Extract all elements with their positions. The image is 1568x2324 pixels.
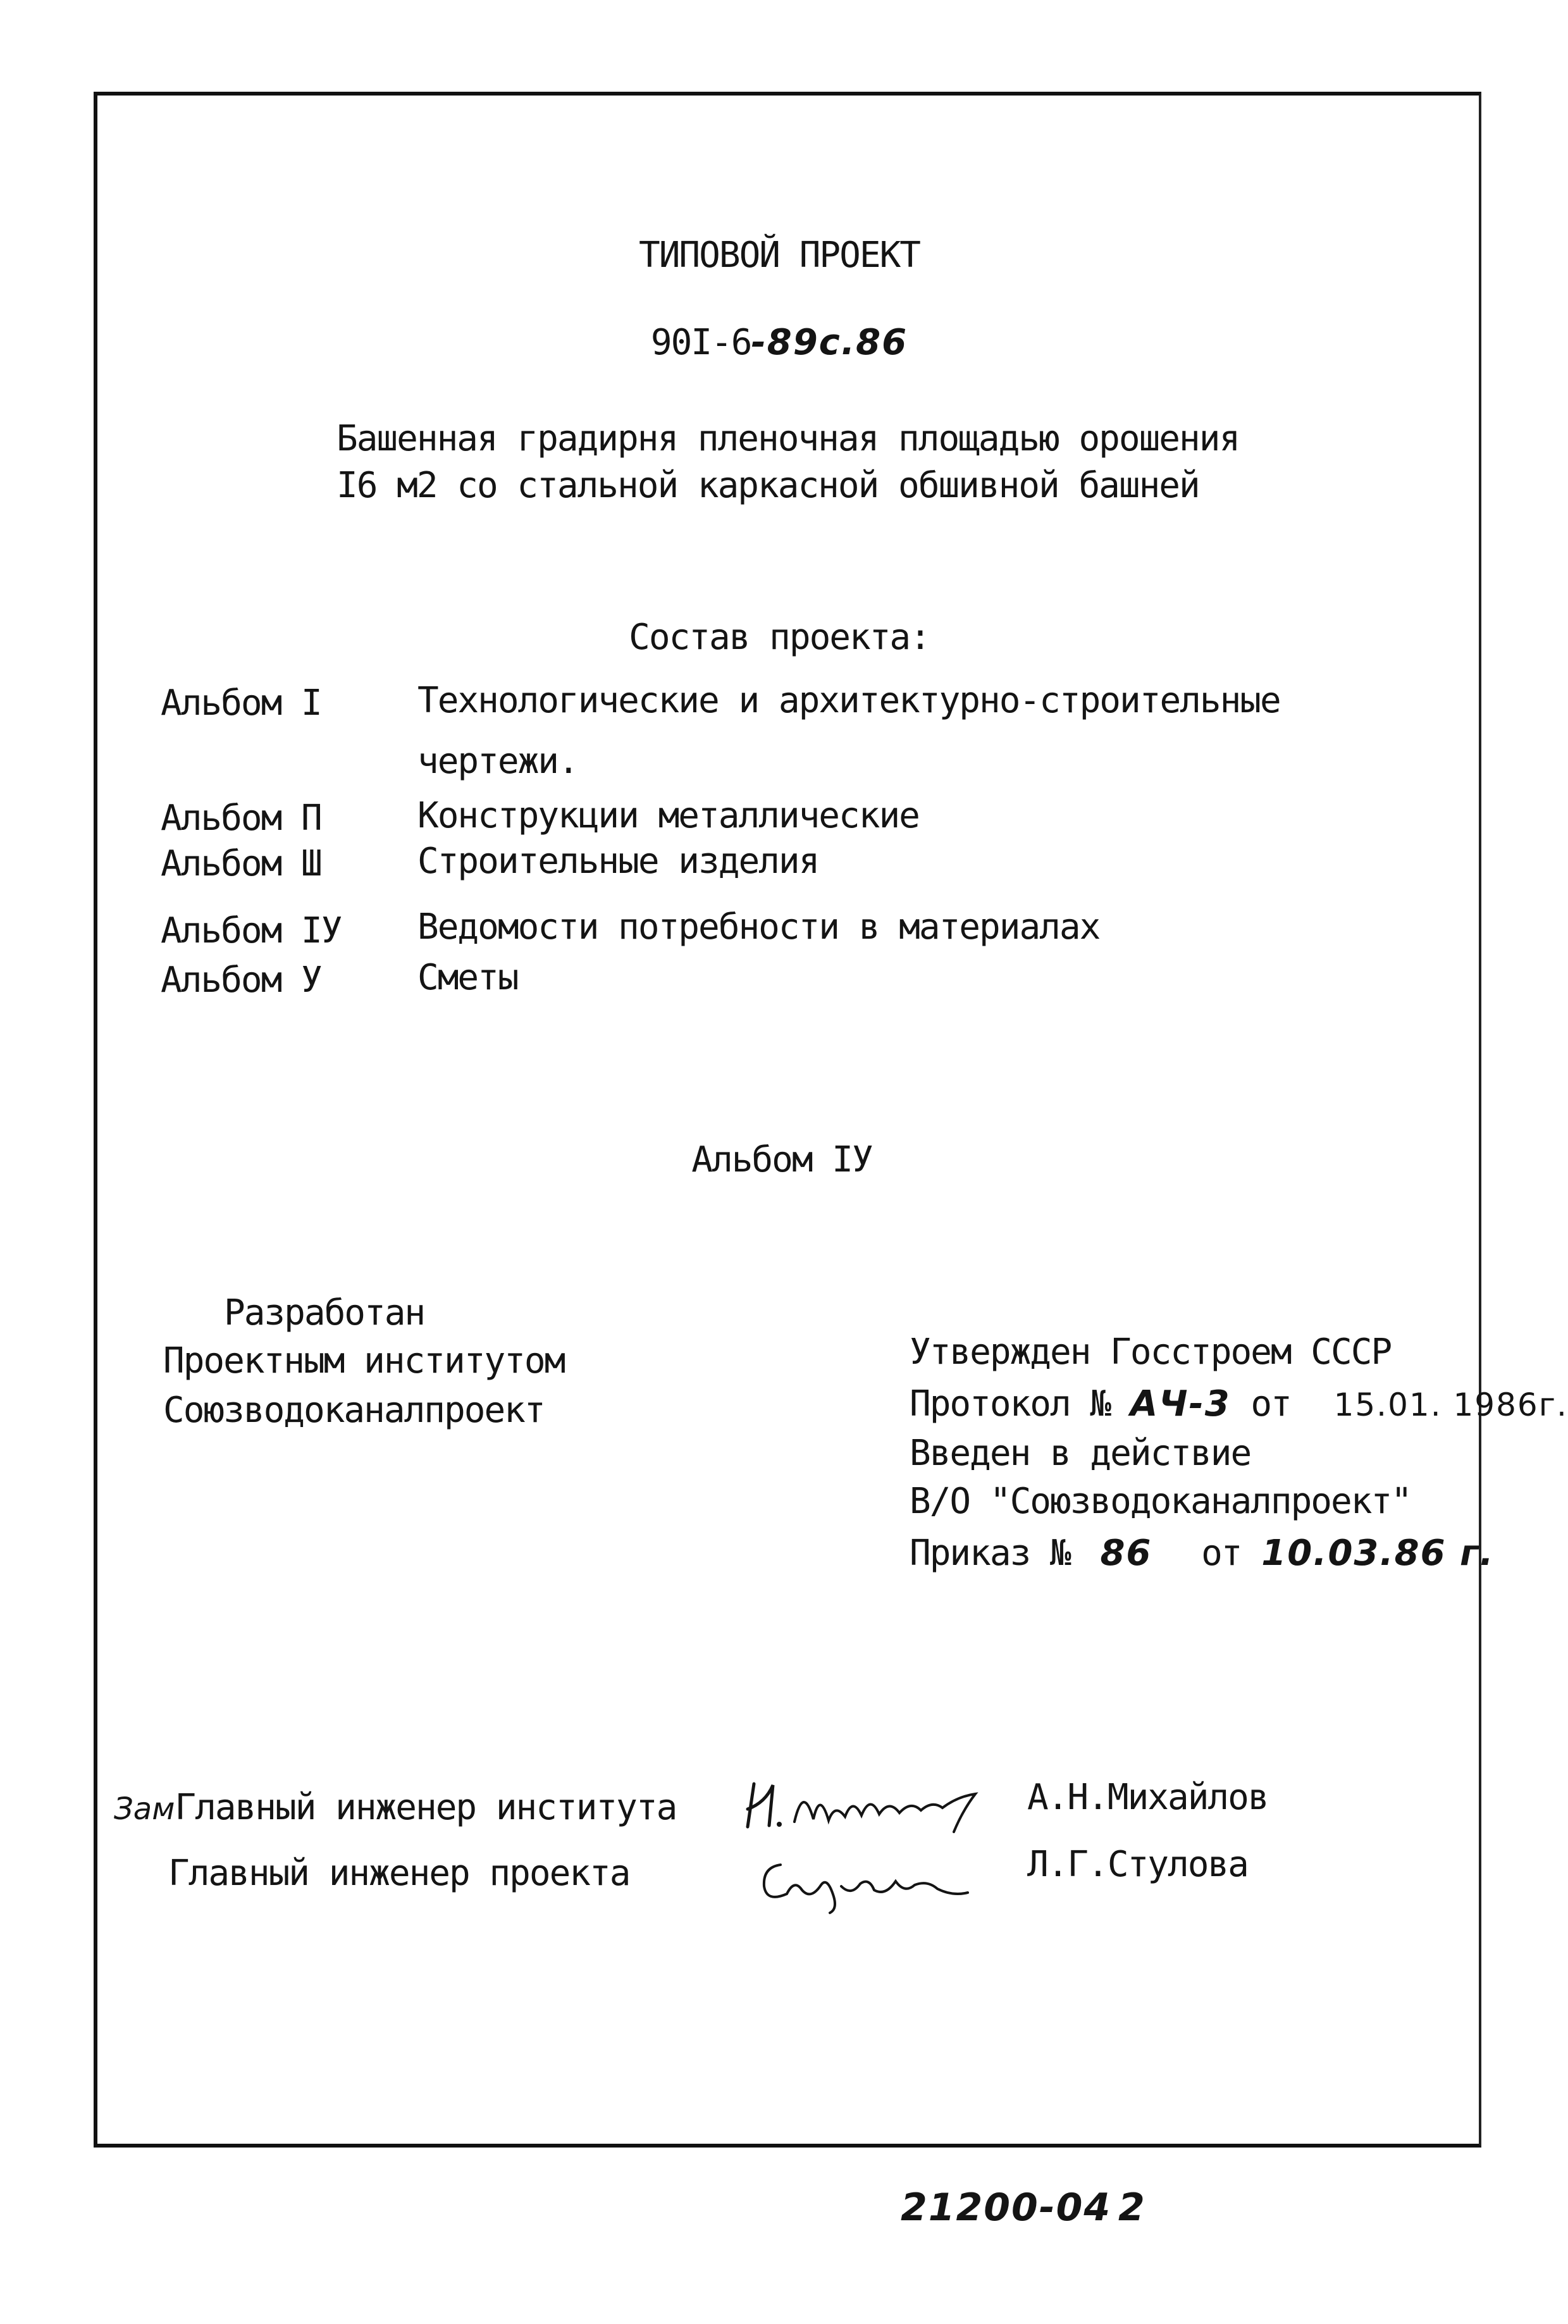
description-line-1: Башенная градирня пленочная площадью орошения — [336, 418, 1240, 459]
developer-line-1: Разработан — [224, 1292, 425, 1333]
album-title: Технологические и архитектурно-строительные — [417, 680, 1280, 721]
approval-order — [910, 1533, 1495, 1574]
approval-line-1: Утвержден Госстроем СССР — [910, 1332, 1392, 1373]
project-type-title: ТИПОВОЙ ПРОЕКТ — [638, 235, 920, 276]
project-number-printed: 90I-6 — [650, 322, 751, 363]
footer-page-number: 2 — [1118, 2185, 1146, 2230]
project-number-handwritten: -89с.86 — [751, 322, 908, 363]
approval-protocol — [910, 1383, 1568, 1425]
album-label: Альбом У — [161, 960, 321, 1001]
album-label: Альбом IУ — [161, 910, 342, 951]
developer-line-2: Проектным институтом — [163, 1340, 565, 1381]
album-title: Строительные изделия — [417, 841, 819, 882]
album-title: Конструкции металлические — [417, 795, 919, 836]
order-label: Приказ № — [910, 1533, 1070, 1574]
composition-heading: Состав проекта: — [629, 617, 930, 658]
order-number: 86 — [1100, 1533, 1152, 1574]
developer-line-3: Союзводоканалпроект — [163, 1390, 545, 1431]
order-from: от — [1201, 1533, 1242, 1574]
signature-name: А.Н.Михайлов — [1027, 1777, 1268, 1818]
album-title: Ведомости потребности в материалах — [417, 906, 1100, 948]
album-title: Сметы — [417, 957, 518, 998]
protocol-date: 15.01. 1986г. — [1333, 1387, 1568, 1423]
footer-sheet-code: 21200-04 — [901, 2185, 1112, 2230]
signature-role-project-engineer: Главный инженер проекта — [168, 1853, 630, 1894]
album-label: Альбом П — [161, 798, 321, 839]
album-title-continued: чертежи. — [417, 741, 578, 782]
album-label: Альбом I — [161, 683, 321, 724]
description-line-2: I6 м2 со стальной каркасной обшивной башней — [336, 465, 1199, 506]
signature-role: Главный инженер института — [175, 1787, 677, 1828]
signature-stulova-handwritten — [753, 1846, 980, 1915]
album-label: Альбом Ш — [161, 843, 321, 884]
signature-row-chief-engineer-institute — [114, 1787, 677, 1828]
current-album: Альбом IУ — [691, 1139, 872, 1180]
deputy-prefix: Зам — [114, 1791, 175, 1827]
approval-line-4: В/О "Союзводоканалпроект" — [910, 1481, 1411, 1522]
approval-line-3: Введен в действие — [910, 1433, 1251, 1474]
protocol-from: от — [1250, 1383, 1291, 1425]
signature-name: Л.Г.Стулова — [1027, 1844, 1248, 1885]
order-date: 10.03.86 г. — [1261, 1533, 1495, 1574]
protocol-label: Протокол № — [910, 1383, 1111, 1425]
signature-mikhailov-handwritten — [740, 1771, 1006, 1841]
project-number — [650, 322, 908, 363]
protocol-number: АЧ-3 — [1130, 1383, 1231, 1425]
